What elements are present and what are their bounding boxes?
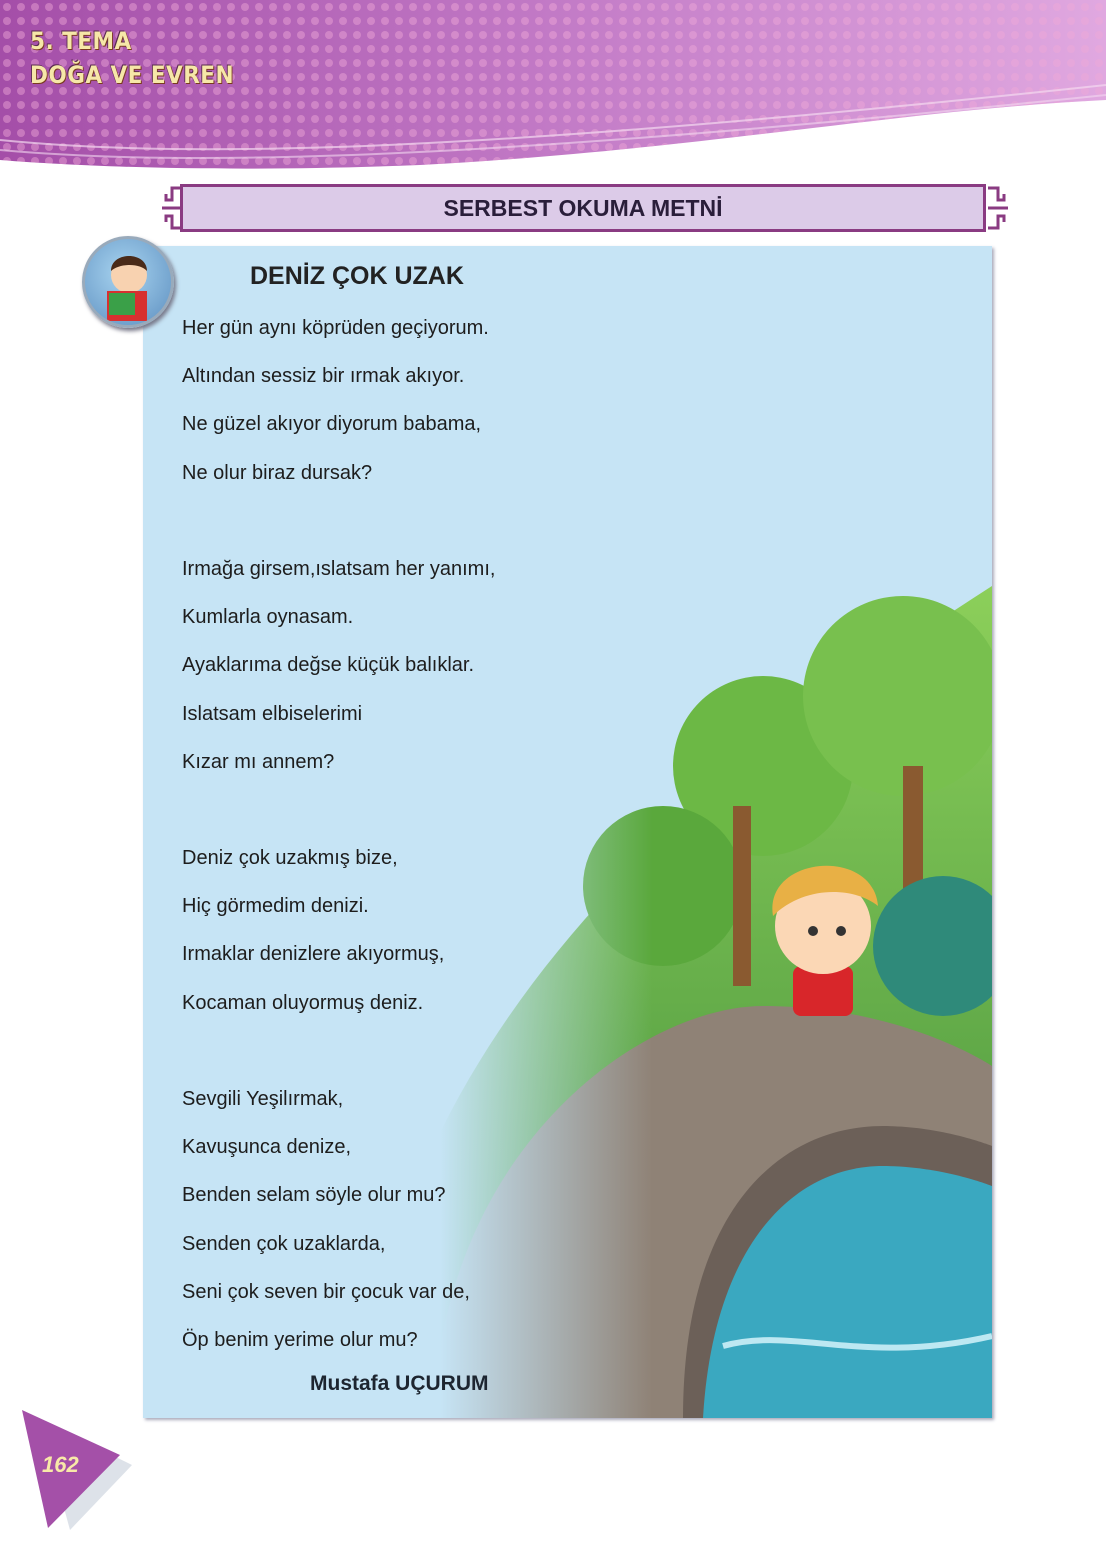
- theme-number: 5. TEMA: [30, 27, 132, 55]
- poem-line: Her gün aynı köprüden geçiyorum.: [182, 317, 489, 339]
- poem-line: Senden çok uzaklarda,: [182, 1232, 386, 1255]
- theme-label: [30, 24, 234, 92]
- poem-line: Hiç görmedim denizi.: [182, 895, 369, 918]
- poem-line: Kavuşunca denize,: [182, 1136, 352, 1159]
- poem-line: Ne güzel akıyor diyorum babama,: [182, 413, 482, 436]
- poem-line: Kumlarla oynasam.: [182, 606, 354, 629]
- ornament-right-icon: [986, 186, 1008, 230]
- section-title: SERBEST OKUMA METNİ: [180, 184, 986, 232]
- poem-line: Benden selam söyle olur mu?: [182, 1184, 446, 1207]
- stanza-break: [182, 503, 495, 551]
- stanza-break: [182, 792, 495, 840]
- poem-author: Mustafa UÇURUM: [310, 1372, 489, 1395]
- poem-title: DENİZ ÇOK UZAK: [250, 262, 464, 290]
- page-number: 162: [42, 1452, 79, 1477]
- stanza-break: [182, 1033, 495, 1081]
- poem-line: Seni çok seven bir çocuk var de,: [182, 1280, 470, 1303]
- page-number-badge: [20, 1410, 140, 1540]
- poem-line: Irmağa girsem,ıslatsam her yanımı,: [182, 557, 496, 580]
- poem-line: Deniz çok uzakmış bize,: [182, 847, 398, 870]
- poem-line: Kocaman oluyormuş deniz.: [182, 991, 424, 1014]
- poem-body: [182, 310, 495, 1370]
- poem-line: Ayaklarıma değse küçük balıklar.: [182, 654, 475, 677]
- poem-line: Sevgili Yeşilırmak,: [182, 1088, 344, 1110]
- poem-line: Ne olur biraz dursak?: [182, 461, 373, 484]
- theme-name: DOĞA VE EVREN: [30, 61, 235, 89]
- poem-line: Islatsam elbiselerimi: [182, 702, 363, 725]
- poem-line: Altından sessiz bir ırmak akıyor.: [182, 365, 465, 388]
- poem-line: Öp benim yerime olur mu?: [182, 1328, 418, 1351]
- reader-avatar: [82, 236, 174, 328]
- poem-line: Irmaklar denizlere akıyormuş,: [182, 943, 445, 966]
- poem-line: Kızar mı annem?: [182, 750, 335, 773]
- boy-reading-icon: [85, 239, 171, 325]
